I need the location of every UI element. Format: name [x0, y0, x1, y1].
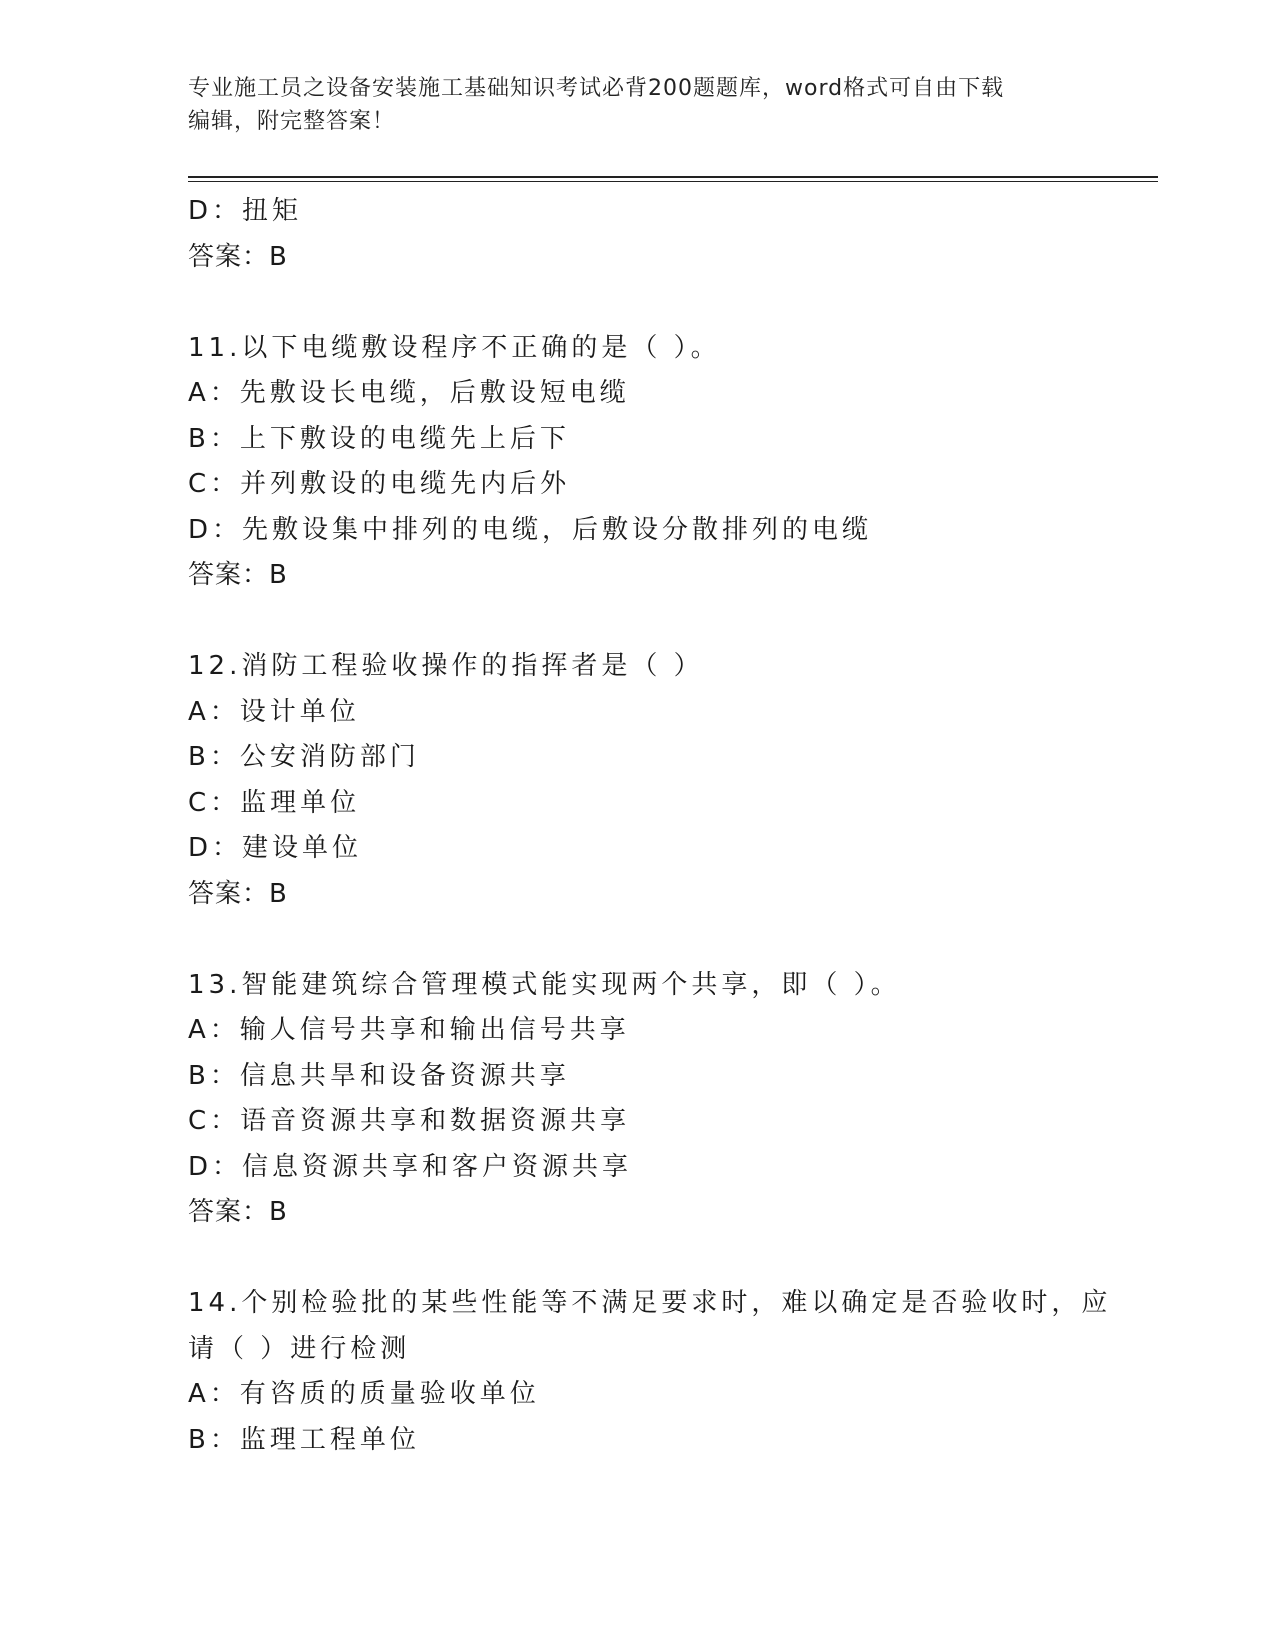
question-stem-line-2: 请（ ）进行检测: [188, 1333, 411, 1364]
spacer: [188, 599, 1088, 645]
question-stem: 12.消防工程验收操作的指挥者是（ ）: [188, 651, 704, 681]
option-c: C：语音资源共享和数据资源共享: [188, 1106, 631, 1136]
spacer: [188, 280, 1088, 326]
question-14: [188, 1281, 1112, 1463]
question-stem: 13.智能建筑综合管理模式能实现两个共享，即（ ）。: [188, 969, 901, 1000]
question-list: [188, 189, 1112, 1463]
spacer: [188, 917, 1088, 963]
option-d: D：建设单位: [188, 833, 363, 863]
option-b: B：上下敷设的电缆先上后下: [188, 423, 570, 454]
answer-line: 答案：B: [188, 878, 288, 909]
question-12: [188, 644, 1088, 917]
question-stem: 11.以下电缆敷设程序不正确的是（ ）。: [188, 332, 721, 363]
option-b: B：监理工程单位: [188, 1424, 420, 1455]
option-a: A：先敷设长电缆，后敷设短电缆: [188, 378, 630, 408]
header-title-line-1: 专业施工员之设备安装施工基础知识考试必背200题题库，word格式可自由下载: [188, 76, 1005, 101]
option-d: D：扭矩: [188, 196, 303, 226]
option-a: A：输人信号共享和输出信号共享: [188, 1015, 630, 1045]
option-b: B：信息共旱和设备资源共享: [188, 1060, 570, 1091]
header-divider-thin: [188, 181, 1158, 182]
question-13: [188, 963, 1088, 1236]
option-c: C：并列敷设的电缆先内后外: [188, 469, 571, 499]
answer-line: 答案：B: [188, 560, 288, 590]
header-title-line-2: 编辑，附完整答案！: [188, 109, 396, 134]
document-header: [188, 72, 1088, 138]
spacer: [188, 1236, 1088, 1282]
answer-line: 答案：B: [188, 1197, 288, 1227]
option-d: D：信息资源共享和客户资源共享: [188, 1151, 633, 1182]
option-c: C：监理单位: [188, 787, 361, 818]
header-divider-thick: [188, 176, 1158, 178]
option-b: B：公安消防部门: [188, 742, 420, 772]
option-a: A：设计单位: [188, 696, 360, 727]
answer-line: 答案：B: [188, 241, 288, 272]
option-a: A：有咨质的质量验收单位: [188, 1379, 540, 1409]
question-stem-line-1: 14.个别检验批的某些性能等不满足要求时，难以确定是否验收时，应: [188, 1288, 1112, 1318]
option-d: D：先敷设集中排列的电缆，后敷设分散排列的电缆: [188, 514, 873, 545]
question-11: [188, 326, 1088, 599]
